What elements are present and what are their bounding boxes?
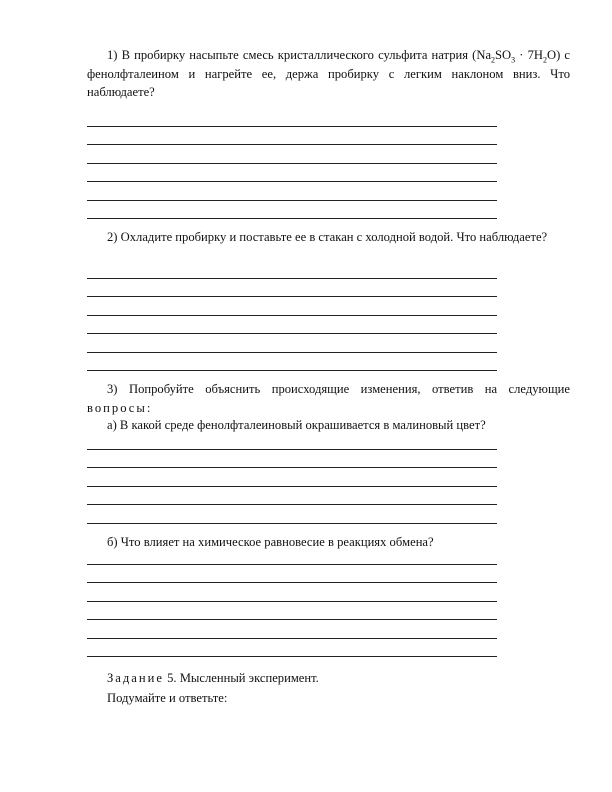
answer-line[interactable] <box>87 619 497 620</box>
question-1-number: 1) <box>107 48 118 62</box>
task-5-title: 5. Мысленный эксперимент. <box>163 671 319 685</box>
task-5-heading <box>107 669 319 687</box>
question-3-spaced-word: вопросы <box>87 400 147 415</box>
answer-line[interactable] <box>87 601 497 602</box>
question-1-text-a: В пробирку насыпьте смесь кристаллического сульфита натрия (Na <box>121 48 492 62</box>
answer-line[interactable] <box>87 126 497 127</box>
answer-line[interactable] <box>87 163 497 164</box>
answer-line[interactable] <box>87 315 497 316</box>
answer-line[interactable] <box>87 333 497 334</box>
question-3 <box>87 380 570 417</box>
question-1 <box>87 46 570 102</box>
answer-line[interactable] <box>87 486 497 487</box>
question-3-text: Попробуйте объяснить происходящие изменения, ответив на следующие <box>128 382 570 396</box>
answer-line[interactable] <box>87 296 497 297</box>
answer-line[interactable] <box>87 370 497 371</box>
question-2 <box>87 228 570 247</box>
question-3a: а) В какой среде фенолфталеиновый окрашивается в малиновый цвет? <box>107 418 486 432</box>
answer-line[interactable] <box>87 144 497 145</box>
task-5-label: Задание <box>107 671 164 685</box>
question-3b: б) Что влияет на химическое равновесие в реакциях обмена? <box>107 535 434 549</box>
answer-line[interactable] <box>87 449 497 450</box>
question-2-number: 2) <box>107 230 118 244</box>
answer-line[interactable] <box>87 564 497 565</box>
task-5-instruction: Подумайте и ответьте: <box>107 691 228 705</box>
answer-line[interactable] <box>87 278 497 279</box>
formula-subscript: 2 <box>491 55 496 65</box>
answer-line[interactable] <box>87 218 497 219</box>
answer-line[interactable] <box>87 638 497 639</box>
question-1-text-d: O) с фенолфталеином и нагрейте ее, держа пробирку с легким наклоном вниз. Что наблюдаете? <box>87 48 570 99</box>
answer-line[interactable] <box>87 582 497 583</box>
answer-line[interactable] <box>87 467 497 468</box>
question-3-colon: : <box>146 400 151 415</box>
question-2-text: Охладите пробирку и поставьте ее в стакан с холодной водой. Что наблюдаете? <box>120 230 548 244</box>
answer-line[interactable] <box>87 181 497 182</box>
answer-line[interactable] <box>87 523 497 524</box>
answer-line[interactable] <box>87 200 497 201</box>
question-3-number: 3) <box>107 382 118 396</box>
answer-line[interactable] <box>87 504 497 505</box>
question-1-text-b: SO <box>495 48 512 62</box>
answer-line[interactable] <box>87 352 497 353</box>
formula-subscript: 2 <box>543 55 547 65</box>
answer-line[interactable] <box>87 656 497 657</box>
formula-subscript: 3 <box>511 55 516 65</box>
question-1-text-c: · 7H <box>515 48 543 62</box>
